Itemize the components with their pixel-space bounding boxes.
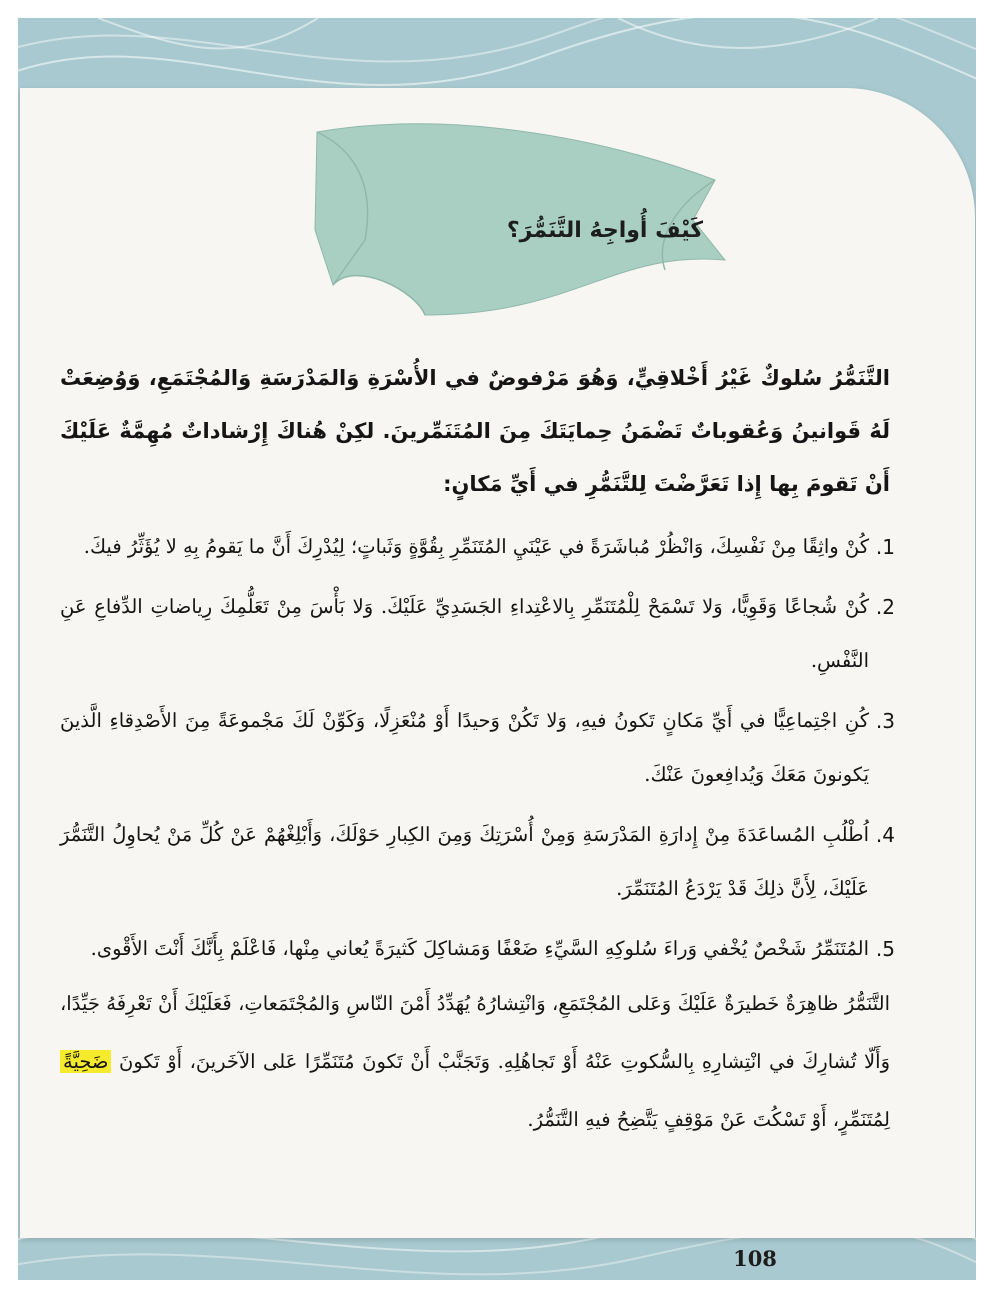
list-item	[60, 580, 895, 688]
lesson-title: كَيْفَ أُواجِهُ التَّنَمُّرَ؟	[506, 218, 704, 243]
item-text: المُتَنَمِّرُ شَخْصٌ يُخْفي وَراءَ سُلوكِهِ السَّيِّءِ ضَعْفًا وَمَشاكِلَ كَثيرَةً يُعاني مِنْها، فَاعْلَمْ بِأَنَّكَ أَنْتَ الأَقْوى.	[90, 937, 869, 960]
item-number: 3.	[875, 709, 895, 733]
item-text: اُطْلُبِ المُساعَدَةَ مِنْ إِدارَةِ المَدْرَسَةِ وَمِنْ أُسْرَتِكَ وَمِنَ الكِبارِ حَوْلَكَ، وَأَبْلِغْهُمْ عَنْ كُلِّ مَنْ يُحاوِلُ التَّنَمُّرَ عَلَيْكَ، لِأَنَّ ذلِكَ قَدْ يَرْدَعُ المُتَنَمِّرَ.	[60, 823, 869, 900]
closing-text-after: لِمُتَنَمِّرٍ، أَوْ تَسْكُتَ عَنْ مَوْقِفٍ يَتَّضِحُ فيهِ التَّنَمُّرُ.	[527, 1108, 890, 1131]
item-number: 4.	[875, 823, 895, 847]
page-number: 108	[733, 1246, 777, 1271]
list-item	[60, 808, 895, 916]
item-text: كُنْ واثِقًا مِنْ نَفْسِكَ، وَانْظُرْ مُباشَرَةً في عَيْنَيِ المُتَنَمِّرِ بِقُوَّةٍ وَثَباتٍ؛ لِيُدْرِكَ أَنَّ ما يَقومُ بِهِ لا يُؤَثِّرُ فيكَ.	[83, 535, 869, 558]
intro-paragraph: التَّنَمُّرُ سُلوكٌ غَيْرُ أَخْلاقِيٍّ، وَهُوَ مَرْفوضٌ في الأُسْرَةِ وَالمَدْرَسَةِ وَالمُجْتَمَعِ، وَوُضِعَتْ لَهُ قَوانينُ وَعُقوباتٌ تَضْمَنُ حِمايَتَكَ مِنَ المُتَنَمِّرينَ. لكِنْ هُناكَ إِرْشاداتٌ مُهِمَّةٌ عَلَيْكَ أَنْ تَقومَ بِها إِذا تَعَرَّضْتَ لِلتَّنَمُّرِ في أَيِّ مَكانٍ:	[60, 366, 890, 496]
item-number: 2.	[875, 595, 895, 619]
closing-paragraph	[60, 975, 890, 1149]
guidelines-list	[60, 520, 895, 982]
closing-text-before: التَّنَمُّرُ ظاهِرَةٌ خَطيرَةٌ عَلَيْكَ وَعَلى المُجْتَمَعِ، وَانْتِشارُهُ يُهَدِّدُ أَمْنَ النّاسِ وَالمُجْتَمَعاتِ، فَعَلَيْكَ أَنْ تَعْرِفَهُ جَيِّدًا، وَأَلّا تُشارِكَ في انْتِشارِهِ بِالسُّكوتِ عَنْهُ أَوْ تَجاهُلِهِ. وَتَجَنَّبْ أَنْ تَكونَ مُتَنَمِّرًا عَلى الآخَرينَ، أَوْ تَكونَ	[60, 992, 890, 1073]
list-item	[60, 520, 895, 574]
item-text: كُنْ شُجاعًا وَقَوِيًّا، وَلا تَسْمَحْ لِلْمُتَنَمِّرِ بِالاعْتِداءِ الجَسَدِيِّ عَلَيْكَ. وَلا بَأْسَ مِنْ تَعَلُّمِكَ رِياضاتِ الدِّفاعِ عَنِ النَّفْسِ.	[60, 595, 869, 672]
highlighted-word: ضَحِيَّةً	[60, 1050, 111, 1073]
item-number: 1.	[875, 535, 895, 559]
list-item	[60, 694, 895, 802]
list-item	[60, 922, 895, 976]
item-text: كُنِ اجْتِماعِيًّا في أَيِّ مَكانٍ تَكونُ فيهِ، وَلا تَكُنْ وَحيدًا أَوْ مُنْعَزِلًا، وَكَوِّنْ لَكَ مَجْموعَةً مِنَ الأَصْدِقاءِ الَّذينَ يَكونونَ مَعَكَ وَيُدافِعونَ عَنْكَ.	[60, 709, 869, 786]
item-number: 5.	[875, 937, 895, 961]
